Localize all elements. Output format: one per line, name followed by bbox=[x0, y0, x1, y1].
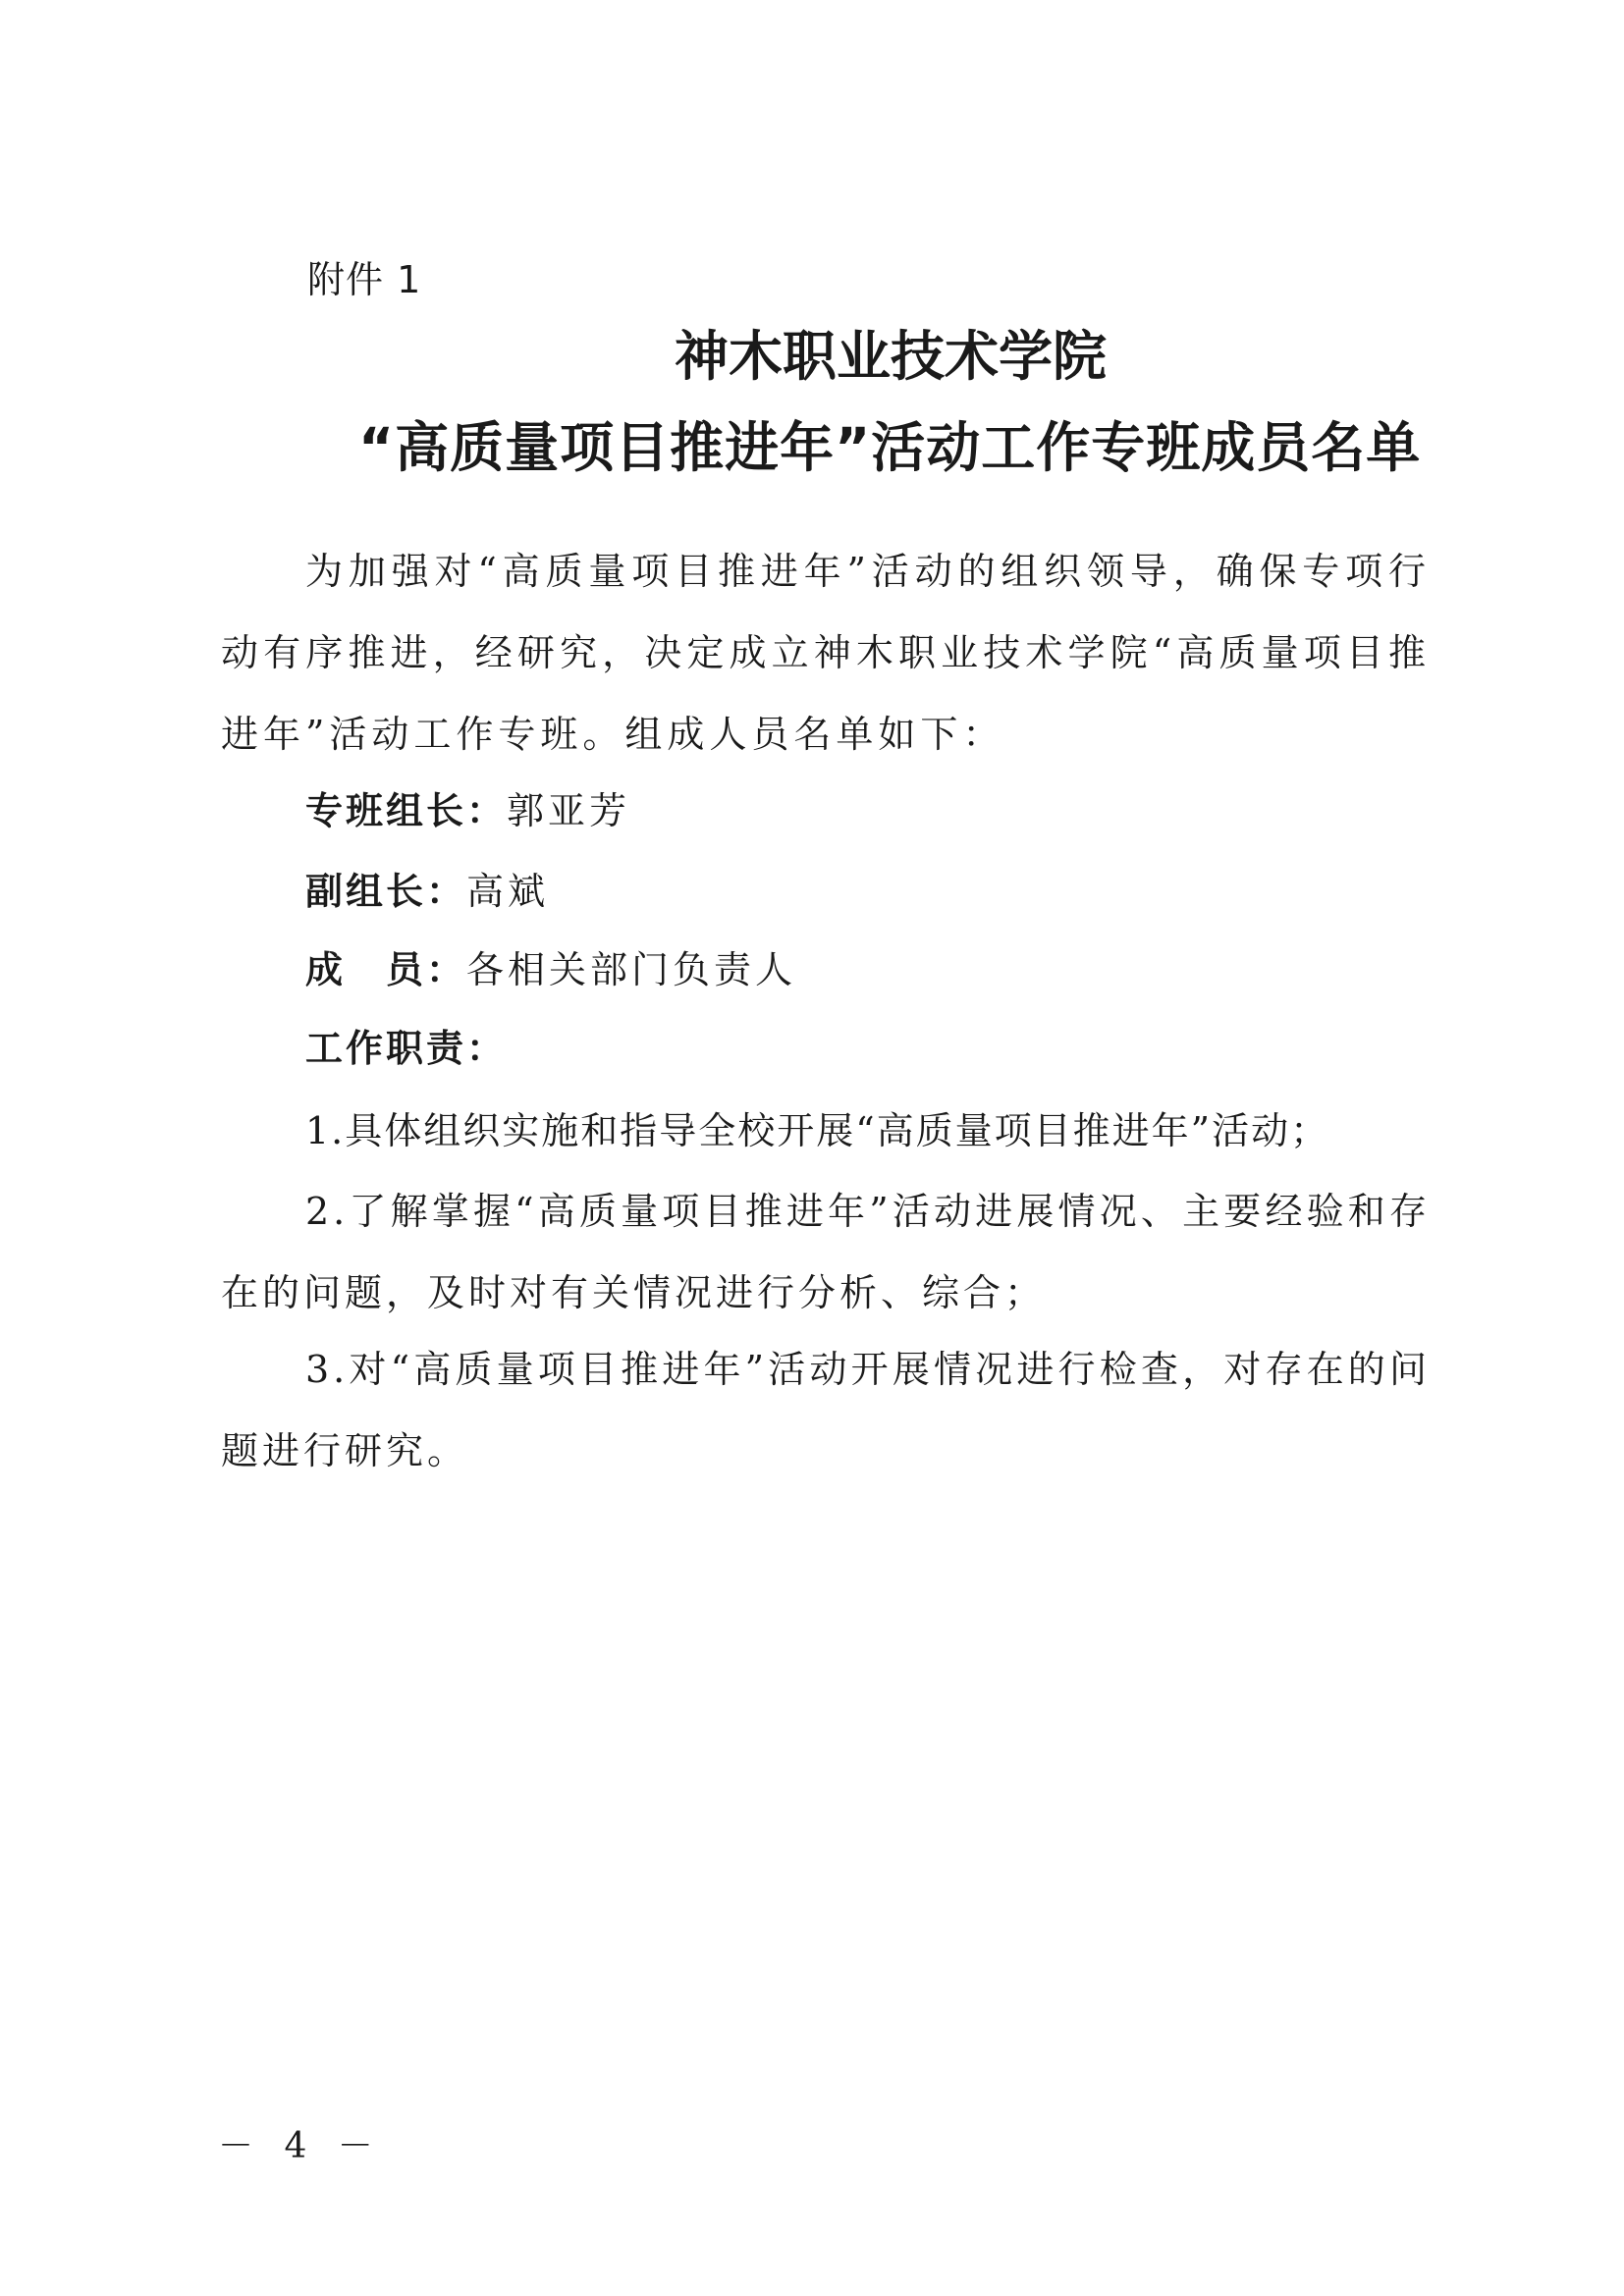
roster-deputy-label: 副组长： bbox=[305, 870, 467, 913]
roster-leader-label: 专班组长： bbox=[305, 789, 508, 832]
attachment-label: 附件 1 bbox=[307, 258, 422, 301]
duty-item-2: 2.了解掌握“高质量项目推进年”活动进展情况、主要经验和存在的问题，及时对有关情况进行分析、综合； bbox=[221, 1190, 1431, 1314]
intro-paragraph: 为加强对“高质量项目推进年”活动的组织领导，确保专项行动有序推进，经研究，决定成立神木职业技术学院“高质量项目推进年”活动工作专班。组成人员名单如下： bbox=[221, 550, 1431, 756]
duty-item-3: 3.对“高质量项目推进年”活动开展情况进行检查，对存在的问题进行研究。 bbox=[221, 1348, 1431, 1472]
roster-leader-value: 郭亚芳 bbox=[507, 789, 631, 832]
roster-members-value: 各相关部门负责人 bbox=[466, 948, 797, 991]
duties-heading: 工作职责： bbox=[305, 1027, 508, 1070]
duty-item-1: 1.具体组织实施和指导全校开展“高质量项目推进年”活动； bbox=[305, 1109, 1330, 1152]
document-title-line-1: 神木职业技术学院 bbox=[674, 325, 1107, 388]
duties-heading-row bbox=[305, 1026, 507, 1071]
roster-leader bbox=[305, 788, 630, 833]
roster-members-label: 成 员： bbox=[305, 948, 467, 991]
document-title-line-2: “高质量项目推进年”活动工作专班成员名单 bbox=[358, 416, 1422, 479]
page-number: － 4 － bbox=[218, 2126, 383, 2166]
roster-members bbox=[305, 947, 796, 992]
roster-deputy bbox=[305, 869, 549, 914]
roster-deputy-value: 高斌 bbox=[466, 870, 550, 913]
